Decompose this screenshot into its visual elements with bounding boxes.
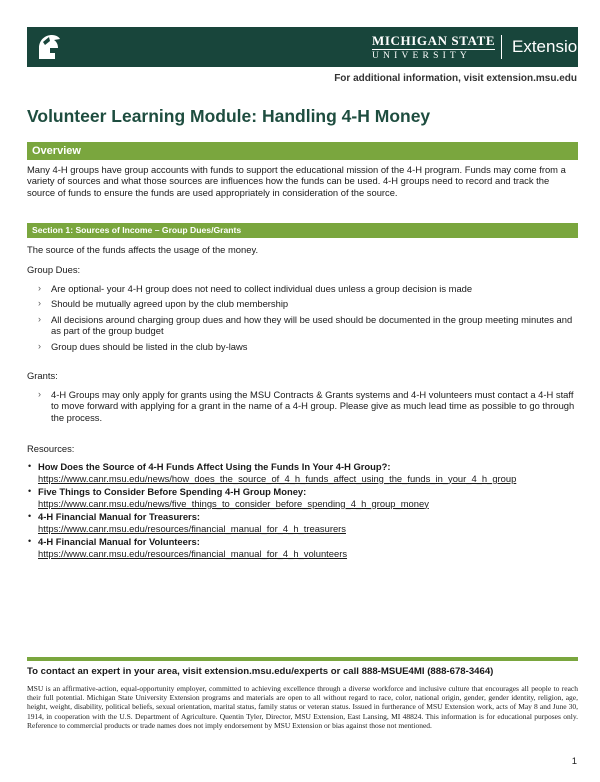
group-dues-list <box>38 283 578 356</box>
header-bar <box>27 27 587 67</box>
additional-info-line: For additional information, visit extension.msu.edu <box>334 73 577 84</box>
list-item: › All decisions around charging group dues and how they will be used should be documented in the group meeting minutes and as part of the group budget <box>38 313 573 337</box>
chevron-right-icon: › <box>38 283 41 293</box>
contact-line: To contact an expert in your area, visit extension.msu.edu/experts or call 888-MSUE4MI (888-678-3464) <box>27 666 494 677</box>
header-divider <box>501 35 502 59</box>
resource-title: 4-H Financial Manual for Volunteers: <box>38 536 200 547</box>
resources-list <box>27 461 587 561</box>
footer-divider <box>27 657 578 661</box>
chevron-right-icon: › <box>38 340 41 351</box>
overview-heading: Overview <box>27 142 578 160</box>
resource-title: Five Things to Consider Before Spending 4-H Group Money: <box>38 486 307 497</box>
list-item: › Are optional- your 4-H group does not need to collect individual dues unless a group decision is made <box>38 283 473 294</box>
section1-intro: The source of the funds affects the usage of the money. <box>27 244 259 255</box>
brand-line1: MICHIGAN STATE <box>372 33 496 48</box>
resources-label: Resources: <box>27 443 75 454</box>
resource-title: How Does the Source of 4-H Funds Affect Using the Funds In Your 4-H Group?: <box>38 461 391 472</box>
msu-wordmark <box>372 34 495 62</box>
page-number: 1 <box>571 756 577 767</box>
resource-link[interactable]: https://www.canr.msu.edu/resources/financial_manual_for_4_h_treasurers <box>38 522 346 534</box>
legal-notice: MSU is an affirmative-action, equal-opportunity employer, committed to achieving excellence through a diverse workforce and inclusive culture that encourages all people to reach their full potential. Michigan State University Extension programs and materials are open to all without regard to race, color, national origin, gender, gender identity, religion, age, height, weight, disability, political beliefs, sexual orientation, marital status, family status or veteran status. Issued in furtherance of MSU Extension work, acts of May 8 and June 30, 1914, in cooperation with the U.S. Department of Agriculture. Quentin Tyler, Director, MSU Extension, East Lansing, MI 48824. This information is for educational purposes only. Reference to commercial products or trade names does not imply endorsement by MSU Extension or bias against those not mentioned. <box>27 684 578 730</box>
list-item: › Should be mutually agreed upon by the club membership <box>38 298 289 310</box>
group-dues-label: Group Dues: <box>27 264 81 275</box>
list-item: › Group dues should be listed in the club by-laws <box>38 340 248 352</box>
resource-link[interactable]: https://www.canr.msu.edu/news/five_things_to_consider_before_spending_4_h_group_money <box>38 497 429 509</box>
page-title: Volunteer Learning Module: Handling 4-H Money <box>27 106 431 126</box>
spartan-helmet-icon <box>35 33 61 61</box>
overview-text: Many 4-H groups have group accounts with funds to support the educational mission of the 4-H program. Funds may come from a variety of sources and what those sources are influences how the funds can be used. 4-H groups need to record and track the source of funds to ensure the funds are used appropriately in consideration of the source. <box>27 164 566 198</box>
chevron-right-icon: › <box>38 313 41 324</box>
bullet-icon: • <box>28 536 32 546</box>
bullet-icon: • <box>28 461 32 471</box>
grants-label: Grants: <box>27 370 58 381</box>
resource-item <box>27 511 587 534</box>
resource-link[interactable]: https://www.canr.msu.edu/resources/financial_manual_for_4_h_volunteers <box>38 547 348 559</box>
resource-item <box>27 486 587 509</box>
chevron-right-icon: › <box>38 298 41 309</box>
resource-link[interactable]: https://www.canr.msu.edu/news/how_does_the_source_of_4_h_funds_affect_using_the_funds_in_your_4_h_group <box>38 472 517 484</box>
resource-item <box>27 536 587 559</box>
section1-heading: Section 1: Sources of Income – Group Dues/Grants <box>27 223 578 238</box>
bullet-icon: • <box>28 486 32 496</box>
chevron-right-icon: › <box>38 389 41 399</box>
list-item: › 4-H Groups may only apply for grants using the MSU Contracts & Grants systems and 4-H volunteers must contact a 4-H staff to move forward with applying for a grant in the name of a 4-H group. Please give as much lead time as possible to go through the process. <box>38 389 575 423</box>
resource-title: 4-H Financial Manual for Treasurers: <box>38 511 201 522</box>
grants-list <box>38 389 578 427</box>
extension-label: Extension <box>512 37 587 56</box>
brand-line2: UNIVERSITY <box>372 51 471 61</box>
resource-item <box>27 461 587 484</box>
bullet-icon: • <box>28 511 32 521</box>
